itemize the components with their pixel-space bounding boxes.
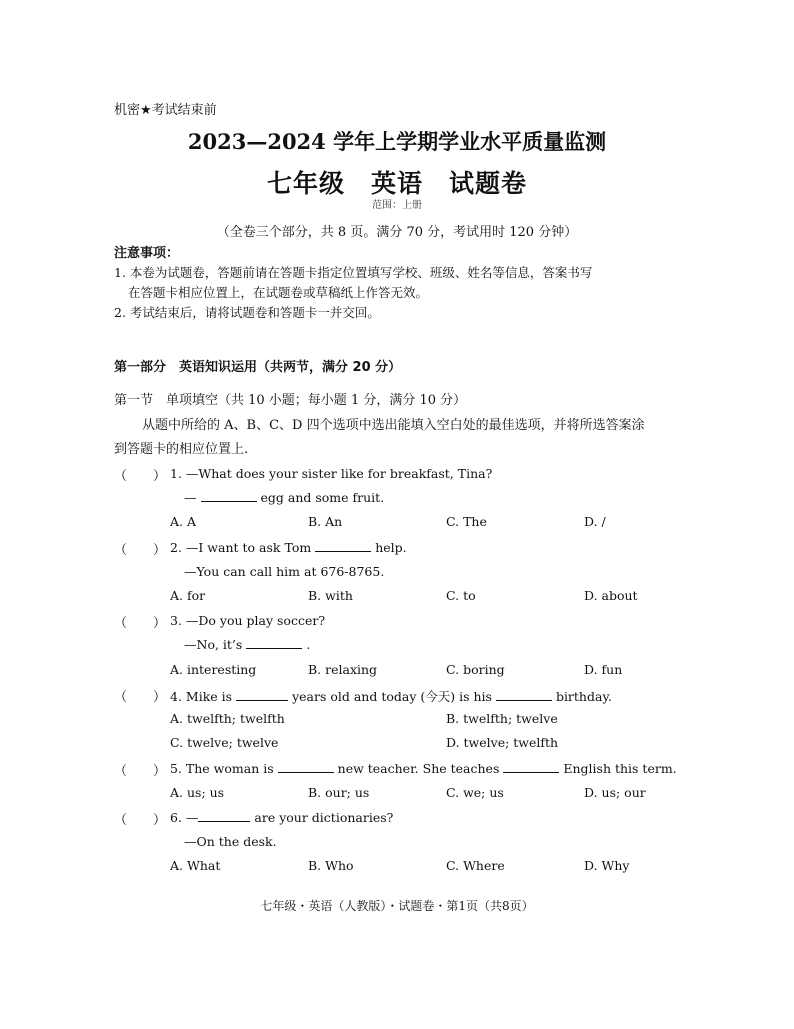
instructions-line-1: 从题中所给的 A、B、C、D 四个选项中选出能填入空白处的最佳选项，并将所选答案涂	[142, 418, 645, 433]
option-c: C. we; us	[446, 785, 504, 800]
option-c: C. to	[446, 588, 476, 603]
exam-title: 2023—2024 学年上学期学业水平质量监测	[187, 129, 607, 154]
exam-subtitle: 七年级 英语 试题卷	[266, 169, 527, 198]
instructions-line-2: 到答题卡的相应位置上.	[114, 442, 249, 457]
confidential-label: 机密★考试结束前	[114, 103, 217, 118]
exam-range: 范围：上册	[372, 200, 422, 211]
answer-bracket: （ ）	[114, 616, 167, 631]
option-c: C. The	[446, 514, 487, 529]
option-a: A. twelfth; twelfth	[170, 711, 285, 726]
notice-line-2: 在答题卡相应位置上，在试题卷或草稿纸上作答无效。	[128, 285, 429, 300]
option-b: B. An	[308, 514, 343, 529]
answer-bracket: （ ）	[114, 690, 167, 705]
question-4-stem: 4. Mike is years old and today (今天) is his birthday.	[170, 689, 612, 704]
notice-line-3: 2. 考试结束后，请将试题卷和答题卡一并交回。	[114, 305, 380, 320]
answer-bracket: （ ）	[114, 813, 167, 828]
option-b: B. Who	[308, 858, 354, 873]
answer-bracket: （ ）	[114, 469, 167, 484]
question-2-reply: —You can call him at 676-8765.	[184, 564, 385, 579]
option-d: D. about	[584, 588, 638, 603]
answer-bracket: （ ）	[114, 543, 167, 558]
option-d: D. us; our	[584, 785, 646, 800]
question-1-reply: — egg and some fruit.	[184, 490, 385, 505]
notice-line-1: 1. 本卷为试题卷，答题前请在答题卡指定位置填写学校、班级、姓名等信息，答案书写	[114, 265, 593, 280]
exam-info: （全卷三个部分，共 8 页。满分 70 分，考试用时 120 分钟）	[216, 225, 578, 240]
question-6-stem: 6. — are your dictionaries?	[170, 810, 394, 825]
option-b: B. relaxing	[308, 662, 378, 677]
part1-heading: 第一部分 英语知识运用（共两节，满分 20 分）	[114, 360, 402, 375]
option-a: A. interesting	[170, 662, 257, 677]
question-6-reply: —On the desk.	[184, 834, 277, 849]
option-b: B. twelfth; twelve	[446, 711, 558, 726]
answer-bracket: （ ）	[114, 764, 167, 779]
option-a: A. A	[170, 514, 197, 529]
option-d: D. fun	[584, 662, 623, 677]
page-footer: 七年级・英语（人教版）・试题卷・第1页（共8页）	[260, 899, 534, 913]
question-1-stem: 1. —What does your sister like for breakfast, Tina?	[170, 466, 493, 481]
question-5-stem: 5. The woman is new teacher. She teaches English this term.	[170, 761, 677, 776]
option-a: A. What	[170, 858, 221, 873]
option-d: D. Why	[584, 858, 630, 873]
option-a: A. for	[170, 588, 206, 603]
question-3-reply: —No, it’s .	[184, 637, 311, 652]
option-c: C. boring	[446, 662, 505, 677]
option-d: D. /	[584, 514, 606, 529]
option-d: D. twelve; twelfth	[446, 735, 559, 750]
question-2-stem: 2. —I want to ask Tom help.	[170, 540, 407, 555]
notice-heading: 注意事项：	[114, 246, 180, 261]
option-a: A. us; us	[170, 785, 225, 800]
section1-heading: 第一节 单项填空（共 10 小题；每小题 1 分，满分 10 分）	[114, 393, 467, 408]
option-b: B. with	[308, 588, 353, 603]
question-3-stem: 3. —Do you play soccer?	[170, 613, 326, 628]
option-c: C. twelve; twelve	[170, 735, 279, 750]
option-b: B. our; us	[308, 785, 370, 800]
option-c: C. Where	[446, 858, 505, 873]
